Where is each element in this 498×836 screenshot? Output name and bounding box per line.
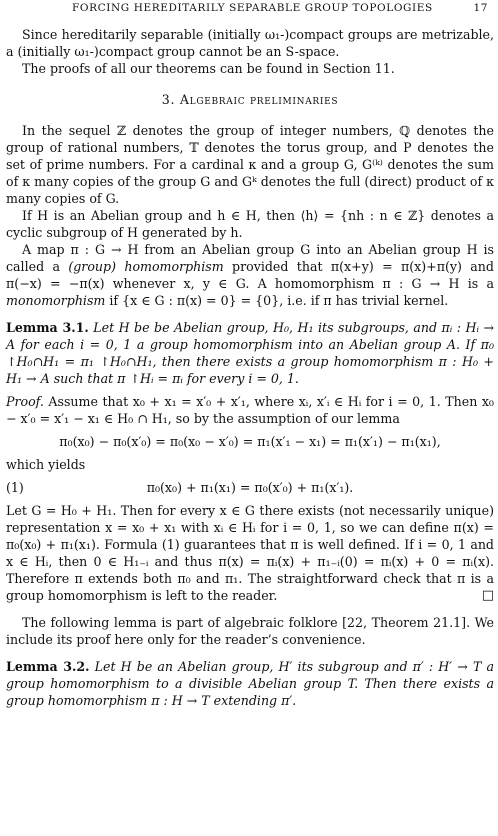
def-text-a: A map π : G → H from an Abelian group G into an Abelian group H is called a: [6, 242, 494, 274]
notation-paragraph: In the sequel ℤ denotes the group of integer numbers, ℚ denotes the group of rational numbers, 𝕋 denotes the torus group, and P denotes the set of prime numbers. For a cardinal κ and a group G, G⁽ᵏ⁾ denotes the sum of κ many copies of the group G and Gᵏ denotes the full (direct) product of κ many copies of G.: [6, 123, 494, 206]
which-yields-text: which yields: [6, 457, 86, 472]
homomorphism-definition-paragraph: [6, 241, 494, 309]
def-term-monomorphism: monomorphism: [6, 293, 106, 308]
lemma-3-1: [6, 319, 494, 387]
lemma-3-2: [6, 658, 494, 709]
intro-paragraph-2: The proofs of all our theorems can be found in Section 11.: [22, 61, 395, 76]
section-heading: 3. Algebraic preliminaries: [161, 92, 339, 107]
proof-paragraph-2: [6, 502, 494, 604]
equation-body: π₀(x₀) + π₁(x₁) = π₀(x′₀) + π₁(x′₁).: [146, 480, 354, 495]
page-number: 17: [473, 2, 488, 14]
proof-paragraph-1: [6, 393, 494, 427]
lemma-3-2-statement: Let H be an Abelian group, H′ its subgroup and π′ : H′ → T a group homomorphism to a divisible Abelian group T. Then there exists a group homomorphism π : H → T extending π′.: [6, 659, 494, 708]
lemma-3-1-statement: Let H be be Abelian group, H₀, H₁ its subgroups, and πᵢ : Hᵢ → A for each i = 0, 1 a group homomorphism into an Abelian group A. If π₀ ↾H₀∩H₁ = π₁ ↾H₀∩H₁, then there exists a group homomorphism π : H₀ + H₁ → A such that π ↾Hᵢ = πᵢ for every i = 0, 1.: [6, 320, 494, 386]
folklore-paragraph: The following lemma is part of algebraic folklore [22, Theorem 21.1]. We include its proof here only for the reader’s convenience.: [6, 615, 494, 647]
proof-text-1: Assume that x₀ + x₁ = x′₀ + x′₁, where xᵢ, x′ᵢ ∈ Hᵢ for i = 0, 1. Then x₀ − x′₀ = x′₁ − x₁ ∈ H₀ ∩ H₁, so by the assumption of our lemma: [6, 394, 494, 426]
lemma-3-2-label: Lemma 3.2.: [6, 659, 90, 674]
def-term-homomorphism: (group) homomorphism: [68, 259, 224, 274]
lemma-3-1-label: Lemma 3.1.: [6, 320, 89, 335]
qed-symbol: □: [481, 588, 494, 603]
proof-label: Proof.: [6, 394, 44, 409]
cyclic-subgroup-paragraph: If H is an Abelian group and h ∈ H, then ⟨h⟩ = {nh : n ∈ ℤ} denotes a cyclic subgroup of H generated by h.: [6, 208, 494, 240]
running-title: FORCING HEREDITARILY SEPARABLE GROUP TOPOLOGIES: [72, 2, 433, 14]
def-text-c: if {x ∈ G : π(x) = 0} = {0}, i.e. if π has trivial kernel.: [105, 293, 449, 308]
display-equation: π₀(x₀) − π₀(x′₀) = π₀(x₀ − x′₀) = π₁(x′₁ − x₁) = π₁(x′₁) − π₁(x₁),: [59, 434, 441, 449]
page-body: [6, 26, 494, 709]
equation-number: (1): [6, 480, 24, 495]
intro-paragraph-1: Since hereditarily separable (initially ω₁-)compact groups are metrizable, a (initially ω₁-)compact group cannot be an S-space.: [6, 27, 494, 59]
def-text-b: provided that π(x+y) = π(x)+π(y) and π(−x) = −π(x) whenever x, y ∈ G. A homomorphism π : G → H is a: [6, 259, 494, 291]
numbered-equation: [6, 479, 494, 496]
proof-text-2: Let G = H₀ + H₁. Then for every x ∈ G there exists (not necessarily unique) representation x = x₀ + x₁ with xᵢ ∈ Hᵢ for i = 0, 1, so we can define π(x) = π₀(x₀) + π₁(x₁). Formula (1) guarantees that π is well defined. If i = 0, 1 and x ∈ Hᵢ, then 0 ∈ H₁₋ᵢ and thus π(x) = πᵢ(x) + π₁₋ᵢ(0) = πᵢ(x) + 0 = πᵢ(x). Therefore π extends both π₀ and π₁. The straightforward check that π is a group homomorphism is left to the reader.: [6, 503, 494, 603]
running-header: [0, 2, 498, 16]
